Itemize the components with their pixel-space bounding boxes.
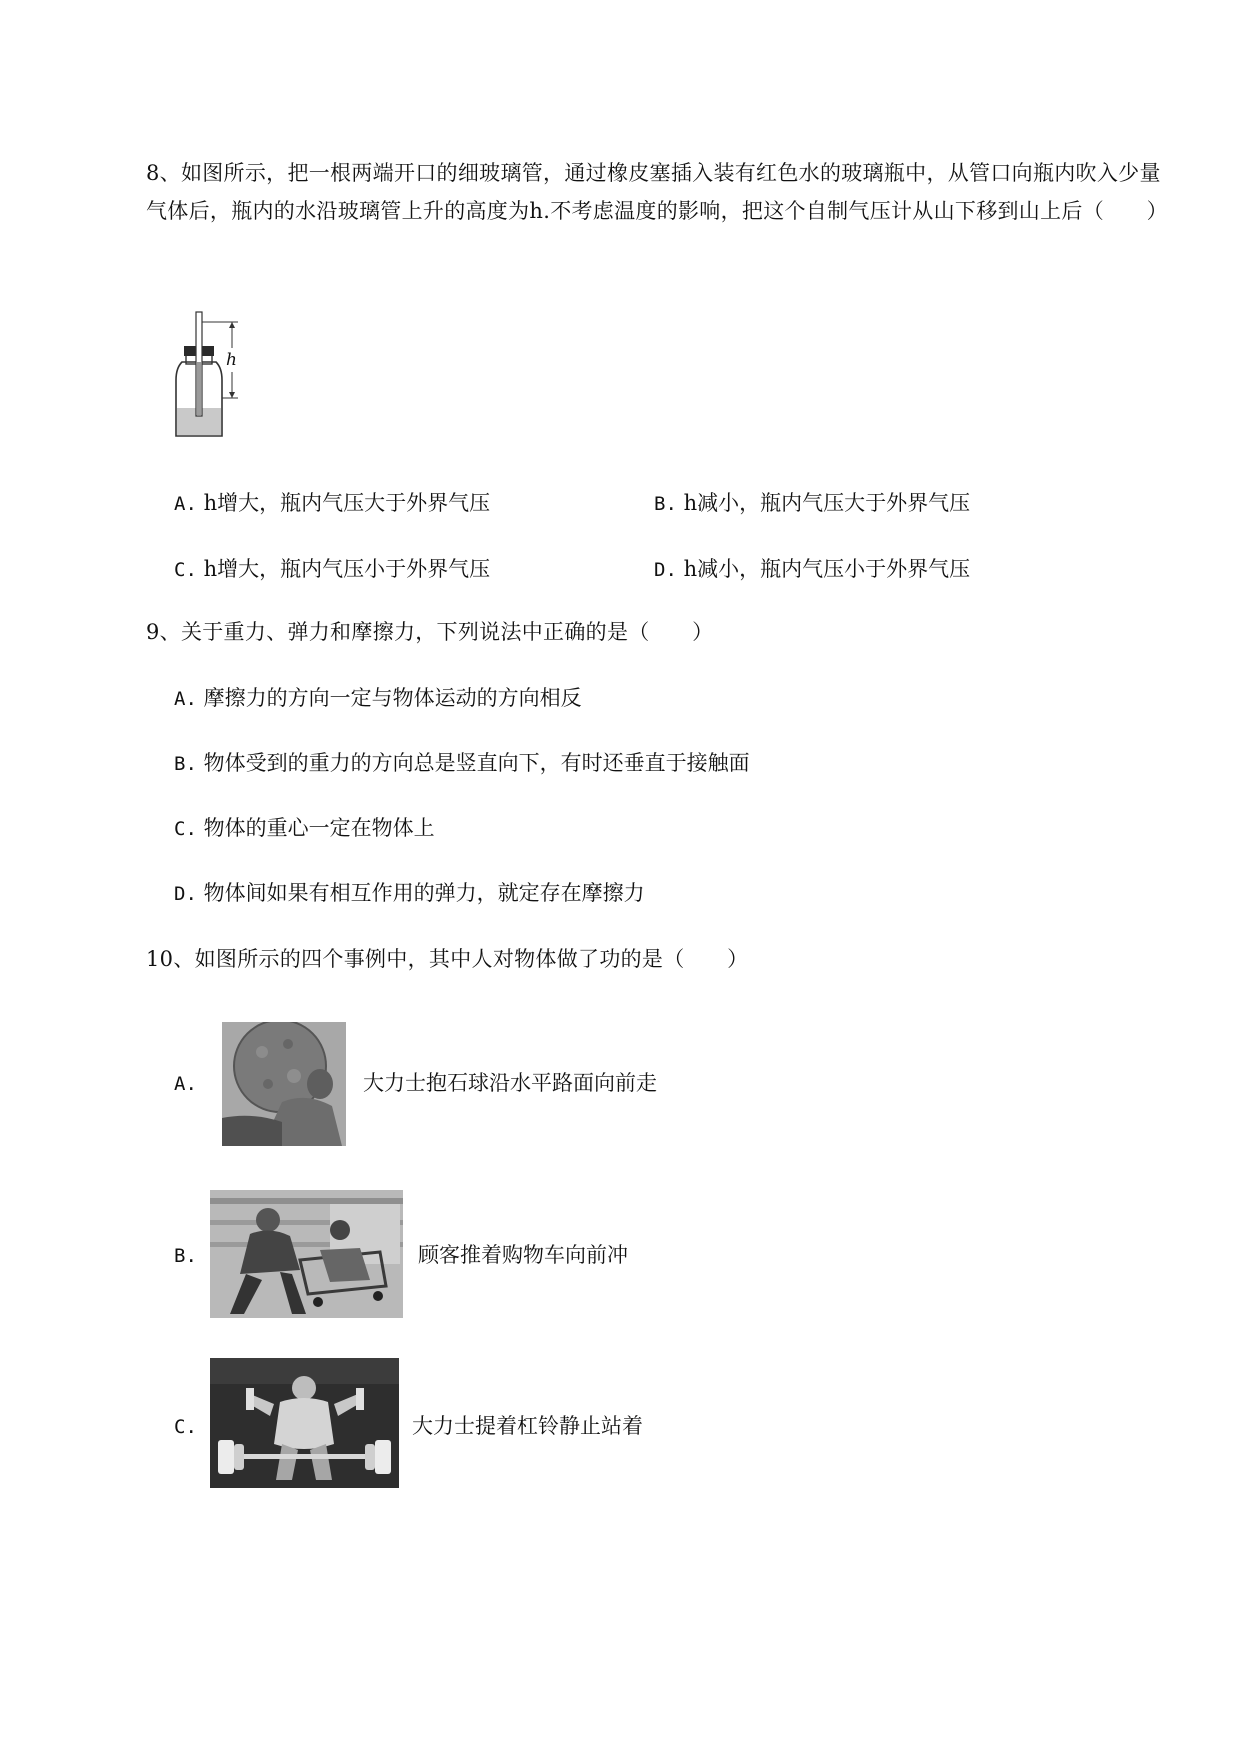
- q8-option-b[interactable]: B. h减小，瓶内气压大于外界气压: [654, 491, 971, 515]
- q10-option-c-text: 大力士提着杠铃静止站着: [412, 1414, 643, 1438]
- shopping-cart-photo: [210, 1190, 403, 1318]
- question-10-text: 10、如图所示的四个事例中，其中人对物体做了功的是（ ）: [146, 947, 749, 971]
- figure-label-h: h: [226, 350, 237, 370]
- q8-option-d[interactable]: D. h减小，瓶内气压小于外界气压: [654, 557, 971, 581]
- q10-option-b-text: 顾客推着购物车向前冲: [418, 1243, 628, 1267]
- q9-option-b[interactable]: B. 物体受到的重力的方向总是竖直向下，有时还垂直于接触面: [174, 751, 750, 775]
- question-8-text: 8、如图所示，把一根两端开口的细玻璃管，通过橡皮塞插入装有红色水的玻璃瓶中，从管口向瓶内吹入少量气体后，瓶内的水沿玻璃管上升的高度为h.不考虑温度的影响，把这个自制气压计从山下移到山上后（ ）: [146, 161, 1168, 223]
- strongman-stone-photo: [222, 1022, 346, 1146]
- q8-option-a[interactable]: A. h增大，瓶内气压大于外界气压: [174, 491, 491, 515]
- q10-option-a-letter[interactable]: A.: [174, 1073, 197, 1095]
- q9-option-a[interactable]: A. 摩擦力的方向一定与物体运动的方向相反: [174, 686, 582, 710]
- barometer-figure: [170, 310, 250, 440]
- question-9-text: 9、关于重力、弹力和摩擦力，下列说法中正确的是（ ）: [146, 620, 714, 644]
- weightlifter-photo: [210, 1358, 399, 1488]
- q10-option-b-letter[interactable]: B.: [174, 1245, 197, 1267]
- q9-option-d[interactable]: D. 物体间如果有相互作用的弹力，就定存在摩擦力: [174, 881, 645, 905]
- q9-option-c[interactable]: C. 物体的重心一定在物体上: [174, 816, 435, 840]
- q10-option-a-text: 大力士抱石球沿水平路面向前走: [363, 1071, 657, 1095]
- q10-option-c-letter[interactable]: C.: [174, 1416, 197, 1438]
- q8-option-c[interactable]: C. h增大，瓶内气压小于外界气压: [174, 557, 491, 581]
